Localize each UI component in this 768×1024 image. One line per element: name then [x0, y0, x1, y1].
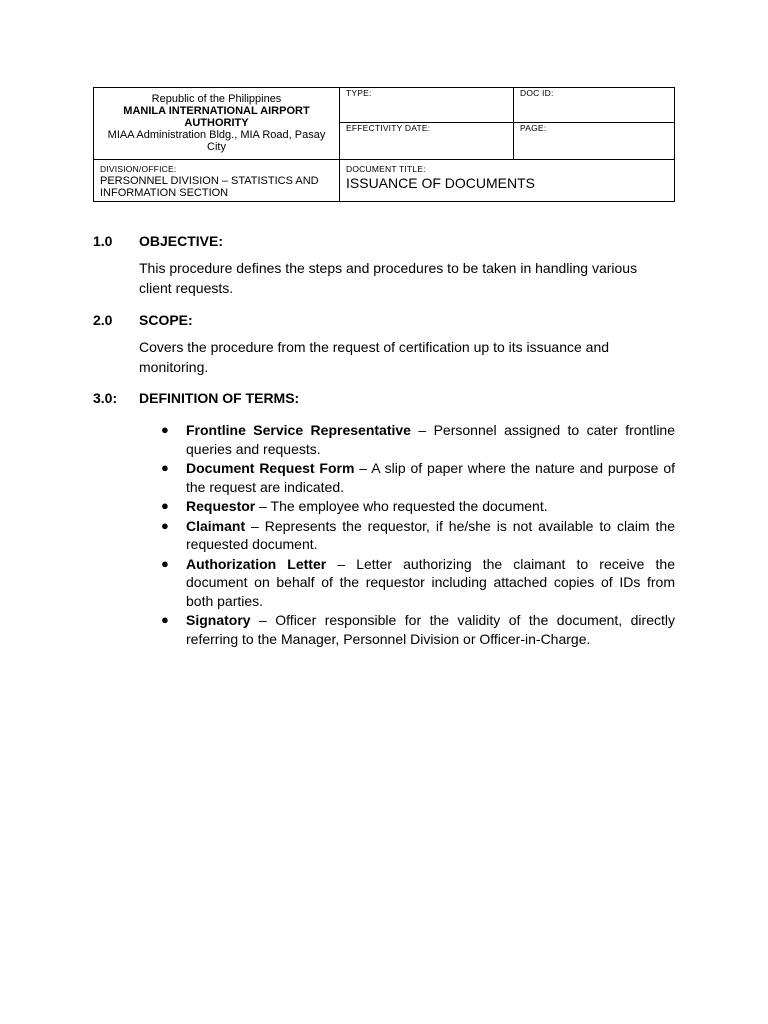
- term-name: Requestor: [186, 498, 256, 514]
- division-value: PERSONNEL DIVISION – STATISTICS AND INFORMATION SECTION: [100, 175, 319, 199]
- bullet-icon: ●: [161, 498, 169, 513]
- section-number: 3.0:: [93, 390, 118, 406]
- page-cell: [514, 123, 674, 160]
- term-name: Frontline Service Representative: [186, 422, 411, 438]
- org-name: MANILA INTERNATIONAL AIRPORT AUTHORITY: [123, 105, 310, 129]
- doc-id-cell: [514, 88, 674, 123]
- section-number: 2.0: [93, 312, 113, 328]
- bullet-icon: ●: [161, 555, 169, 571]
- section-objective-heading: [93, 232, 223, 250]
- list-item: [161, 555, 675, 611]
- term-definition: – A slip of paper where the nature and purpose of the request are indicated.: [186, 460, 675, 495]
- doc-id-label: DOC ID:: [520, 88, 554, 98]
- bullet-icon: ●: [161, 422, 169, 437]
- list-item: [161, 497, 675, 516]
- section-definitions-heading: [93, 389, 299, 407]
- list-item: [161, 517, 675, 554]
- type-cell: [340, 88, 514, 123]
- type-label: TYPE:: [346, 88, 372, 98]
- document-title: ISSUANCE OF DOCUMENTS: [346, 175, 536, 191]
- term-definition: – Letter authorizing the claimant to receive the document on behalf of the requestor including attached copies of IDs from both parties.: [186, 555, 675, 609]
- division-label: DIVISION/OFFICE:: [100, 164, 177, 174]
- document-title-cell: [340, 160, 674, 201]
- effectivity-date-cell: [340, 123, 514, 160]
- term-definition: – Officer responsible for the validity of the document, directly referring to the Manager, Personnel Division or Officer-in-Charge.: [186, 612, 675, 647]
- organization-cell: [94, 88, 340, 160]
- section-number: 1.0: [93, 233, 113, 249]
- division-cell: [94, 160, 340, 201]
- page-label: PAGE:: [520, 123, 547, 133]
- term-name: Authorization Letter: [186, 555, 327, 572]
- term-definition: – The employee who requested the document.: [255, 498, 548, 514]
- section-title: SCOPE:: [139, 312, 193, 328]
- term-definition: – Represents the requestor, if he/she is not available to claim the requested document.: [186, 517, 675, 552]
- list-item: [161, 421, 675, 458]
- bullet-icon: ●: [161, 517, 169, 533]
- term-name: Document Request Form: [186, 460, 355, 476]
- term-name: Claimant: [186, 517, 246, 534]
- term-definition: – Personnel assigned to cater frontline queries and requests.: [186, 422, 675, 457]
- section-title: DEFINITION OF TERMS:: [139, 390, 300, 406]
- section-scope-heading: [93, 311, 193, 329]
- term-name: Signatory: [186, 612, 251, 628]
- org-address: MIAA Administration Bldg., MIA Road, Pasay City: [107, 129, 326, 153]
- effectivity-date-label: EFFECTIVITY DATE:: [346, 123, 431, 133]
- objective-text: This procedure defines the steps and procedures to be taken in handling various client requests.: [139, 260, 638, 296]
- list-item: [161, 611, 675, 648]
- document-header-table: [93, 87, 675, 202]
- definitions-list: [161, 421, 675, 649]
- scope-text: Covers the procedure from the request of certification up to its issuance and monitoring.: [139, 339, 610, 375]
- bullet-icon: ●: [161, 460, 169, 475]
- bullet-icon: ●: [161, 612, 169, 627]
- org-country-line: Republic of the Philippines: [151, 93, 282, 105]
- section-title: OBJECTIVE:: [139, 233, 224, 249]
- document-title-label: DOCUMENT TITLE:: [346, 164, 426, 174]
- list-item: [161, 459, 675, 496]
